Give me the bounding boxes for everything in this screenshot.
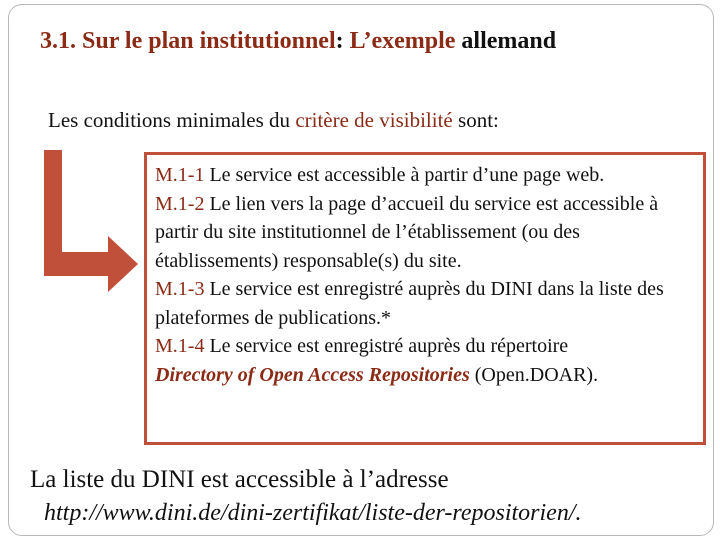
intro-before: Les conditions minimales du [48, 108, 291, 132]
criterion-item [155, 275, 695, 332]
criterion-code: M.1-1 [155, 164, 205, 186]
intro-highlight: critère de visibilité [290, 108, 453, 132]
title-suffix: allemand [455, 28, 557, 54]
footer-period: . [575, 500, 582, 526]
criterion-item [155, 332, 695, 389]
directory-name: Directory of Open Access Repositories [155, 363, 470, 386]
dini-list-link[interactable]: http://www.dini.de/dini-zertifikat/liste-der-repositorien/ [44, 500, 576, 526]
title-prefix: 3.1. Sur le plan institutionnel [40, 28, 336, 54]
title-middle: L’exemple [343, 28, 456, 54]
criterion-tail: (Open.DOAR). [469, 363, 599, 386]
intro-text [48, 108, 499, 133]
slide-title [40, 28, 556, 55]
intro-after: sont: [452, 108, 499, 132]
criterion-text: Le service est enregistré auprès du répertoire [204, 335, 569, 357]
title-colon: : [335, 28, 344, 54]
criterion-item [155, 161, 695, 190]
criteria-box [144, 152, 706, 445]
footer-url-line [44, 500, 581, 527]
criterion-text: Le service est accessible à partir d’une page web. [204, 164, 605, 186]
criterion-code: M.1-2 [155, 192, 205, 215]
bent-arrow-shape [44, 150, 138, 292]
criterion-code: M.1-3 [155, 278, 205, 300]
criterion-text: Le lien vers la page d’accueil du service est accessible à partir du site institutionnel de l’établissement (ou des établissements) responsable(s) du site. [155, 192, 659, 272]
criterion-item [155, 190, 695, 276]
criterion-code: M.1-4 [155, 335, 205, 357]
footer-text: La liste du DINI est accessible à l’adresse [30, 466, 449, 493]
bent-arrow-icon [34, 144, 144, 304]
criterion-text: Le service est enregistré auprès du DINI dans la liste des plateformes de publications.* [155, 278, 664, 329]
